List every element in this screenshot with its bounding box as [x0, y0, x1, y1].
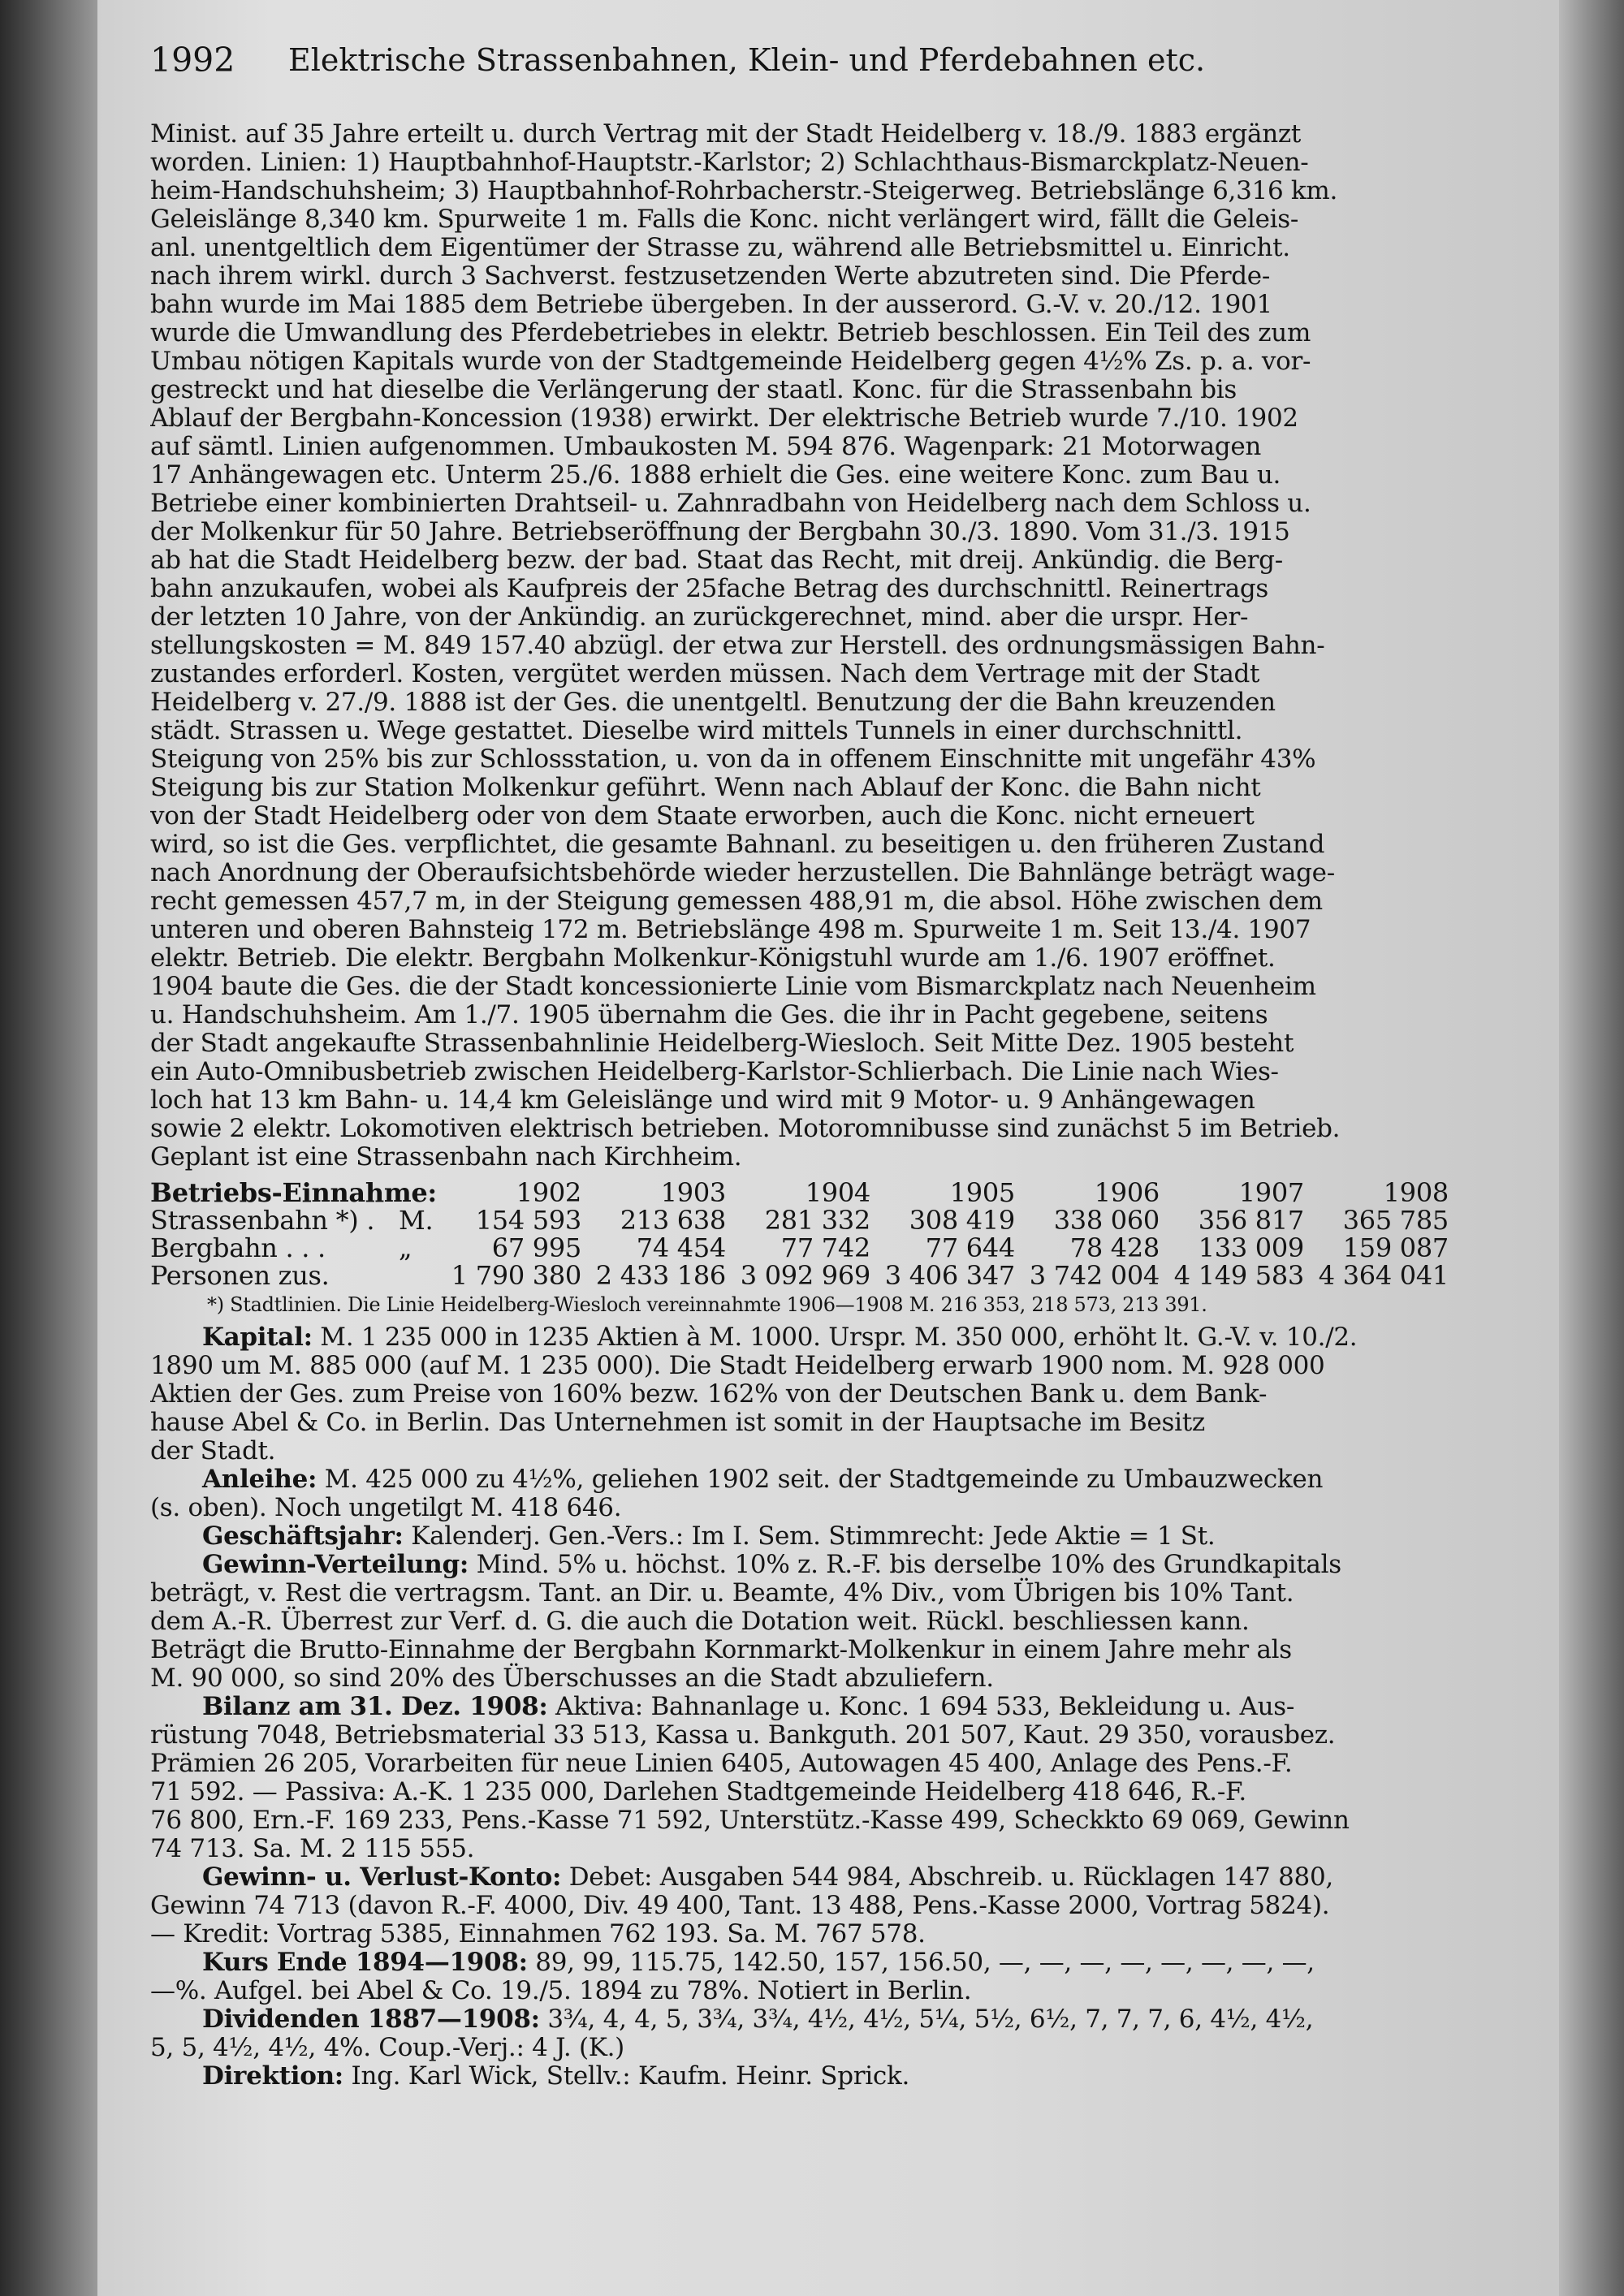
- table-row: [150, 1234, 1449, 1262]
- text-line: —%. Aufgel. bei Abel & Co. 19./5. 1894 zu 78%. Notiert in Berlin.: [150, 1976, 972, 2005]
- section-bilanz: [150, 1693, 1543, 1863]
- text-line: recht gemessen 457,7 m, in der Steigung gemessen 488,91 m, die absol. Höhe zwischen dem: [150, 887, 1323, 916]
- text-line: Geleislänge 8,340 km. Spurweite 1 m. Falls die Konc. nicht verlängert wird, fällt die Geleis-: [150, 205, 1299, 234]
- text-line: Beträgt die Brutto-Einnahme der Bergbahn Kornmarkt-Molkenkur in einem Jahre mehr als: [150, 1635, 1292, 1664]
- year-cell: 1905: [949, 1177, 1015, 1208]
- text-line: [150, 1693, 1543, 1721]
- year-cell: 1907: [1238, 1177, 1304, 1208]
- value-cell: 365 785: [1342, 1205, 1449, 1236]
- book-spine-shadow: [0, 0, 97, 2296]
- value-cell: 1 790 380: [451, 1260, 581, 1291]
- text-line: 1904 baute die Ges. die der Stadt koncessionierte Linie vom Bismarckplatz nach Neuenheim: [150, 972, 1316, 1001]
- section-text: M. 425 000 zu 4½%, geliehen 1902 seit. der Stadtgemeinde zu Umbauzwecken: [317, 1465, 1324, 1494]
- text-line: Ablauf der Bergbahn-Koncession (1938) erwirkt. Der elektrische Betrieb wurde 7./10. 1902: [150, 404, 1298, 433]
- text-line: (s. oben). Noch ungetilgt M. 418 646.: [150, 1493, 622, 1522]
- text-line: Steigung von 25% bis zur Schlossstation, u. von da in offenem Einschnitte mit ungefähr 43%: [150, 744, 1316, 774]
- table-row: [150, 1206, 1449, 1234]
- text-line: bahn anzukaufen, wobei als Kaufpreis der 25fache Betrag des durchschnittl. Reinertrags: [150, 574, 1269, 603]
- text-line: Umbau nötigen Kapitals wurde von der Stadtgemeinde Heidelberg gegen 4½% Zs. p. a. vor-: [150, 347, 1311, 376]
- section-text: Kalenderj. Gen.-Vers.: Im I. Sem. Stimmrecht: Jede Aktie = 1 St.: [403, 1521, 1216, 1551]
- text-line: wird, so ist die Ges. verpflichtet, die gesamte Bahnanl. zu beseitigen u. den früheren Zustand: [150, 830, 1325, 859]
- year-cell: 1906: [1094, 1177, 1160, 1208]
- value-cell: 356 817: [1198, 1205, 1304, 1236]
- section-text: Debet: Ausgaben 544 984, Abschreib. u. Rücklagen 147 880,: [561, 1862, 1333, 1892]
- section-text: 3¾, 4, 4, 5, 3¾, 3¾, 4½, 4½, 5¼, 5½, 6½, 7, 7, 7, 6, 4½, 4½,: [539, 2005, 1314, 2034]
- year-cell: 1903: [660, 1177, 726, 1208]
- value-cell: 281 332: [764, 1205, 870, 1236]
- revenue-header-row: [150, 1179, 1449, 1206]
- text-line: Minist. auf 35 Jahre erteilt u. durch Vertrag mit der Stadt Heidelberg v. 18./9. 1883 ergänzt: [150, 119, 1302, 149]
- text-line: ein Auto-Omnibusbetrieb zwischen Heidelberg-Karlstor-Schlierbach. Die Linie nach Wies-: [150, 1057, 1279, 1086]
- section-heading: Gewinn-Verteilung:: [202, 1550, 469, 1579]
- company-sections: [150, 1323, 1543, 2091]
- value-cell: 74 454: [636, 1232, 726, 1263]
- row-label: Bergbahn . . .: [150, 1232, 326, 1263]
- text-line: nach ihrem wirkl. durch 3 Sachverst. festzusetzenden Werte abzutreten sind. Die Pferde-: [150, 261, 1271, 291]
- table-row: [150, 1262, 1449, 1289]
- text-line: 5, 5, 4½, 4½, 4%. Coup.-Verj.: 4 J. (K.): [150, 2033, 624, 2062]
- value-cell: 154 593: [475, 1205, 581, 1236]
- text-line: hause Abel & Co. in Berlin. Das Unternehmen ist somit in der Hauptsache im Besitz: [150, 1408, 1205, 1437]
- text-line: der Stadt angekaufte Strassenbahnlinie Heidelberg-Wiesloch. Seit Mitte Dez. 1905 besteht: [150, 1029, 1294, 1058]
- text-line: [150, 1863, 1543, 1892]
- text-line: 71 592. — Passiva: A.-K. 1 235 000, Darlehen Stadtgemeinde Heidelberg 418 646, R.-F.: [150, 1777, 1246, 1806]
- running-title: Elektrische Strassenbahnen, Klein- und Pferdebahnen etc.: [288, 42, 1206, 78]
- row-unit: M.: [399, 1205, 434, 1236]
- value-cell: 4 364 041: [1318, 1260, 1449, 1291]
- text-line: Aktien der Ges. zum Preise von 160% bezw. 162% von der Deutschen Bank u. dem Bank-: [150, 1379, 1268, 1409]
- value-cell: 78 428: [1069, 1232, 1160, 1263]
- text-line: wurde die Umwandlung des Pferdebetriebes in elektr. Betrieb beschlossen. Ein Teil des zum: [150, 318, 1311, 347]
- section-text: Mind. 5% u. höchst. 10% z. R.-F. bis derselbe 10% des Grundkapitals: [469, 1550, 1341, 1579]
- value-cell: 2 433 186: [595, 1260, 726, 1291]
- text-line: zustandes erforderl. Kosten, vergütet werden müssen. Nach dem Vertrage mit der Stadt: [150, 659, 1260, 688]
- page-number: 1992: [150, 41, 235, 80]
- body-paragraph: [150, 120, 1543, 1172]
- value-cell: 213 638: [620, 1205, 726, 1236]
- text-line: bahn wurde im Mai 1885 dem Betriebe übergeben. In der ausserord. G.-V. v. 20./12. 1901: [150, 290, 1272, 319]
- text-line: Geplant ist eine Strassenbahn nach Kirchheim.: [150, 1142, 742, 1172]
- text-line: [150, 1949, 1543, 1977]
- text-line: auf sämtl. Linien aufgenommen. Umbaukosten M. 594 876. Wagenpark: 21 Motorwagen: [150, 432, 1262, 461]
- text-line: rüstung 7048, Betriebsmaterial 33 513, Kassa u. Bankguth. 201 507, Kaut. 29 350, vorausbez.: [150, 1720, 1336, 1750]
- text-line: der letzten 10 Jahre, von der Ankündig. an zurückgerechnet, mind. aber die urspr. Her-: [150, 602, 1249, 632]
- text-line: worden. Linien: 1) Hauptbahnhof-Hauptstr.-Karlstor; 2) Schlachthaus-Bismarckplatz-Neuen-: [150, 148, 1309, 177]
- section-heading: Geschäftsjahr:: [202, 1521, 404, 1551]
- value-cell: 3 092 969: [740, 1260, 870, 1291]
- text-line: städt. Strassen u. Wege gestattet. Dieselbe wird mittels Tunnels in einer durchschnittl.: [150, 716, 1243, 745]
- text-line: Betriebe einer kombinierten Drahtseil- u. Zahnradbahn von Heidelberg nach dem Schloss u.: [150, 489, 1311, 518]
- row-unit: [399, 1262, 437, 1289]
- text-line: sowie 2 elektr. Lokomotiven elektrisch betrieben. Motoromnibusse sind zunächst 5 im Betrieb.: [150, 1114, 1341, 1143]
- value-cell: 67 995: [491, 1232, 581, 1263]
- text-line: nach Anordnung der Oberaufsichtsbehörde wieder herzustellen. Die Bahnlänge beträgt wage-: [150, 858, 1335, 887]
- section-text: 89, 99, 115.75, 142.50, 157, 156.50, —, —, —, —, —, —, —, —,: [527, 1948, 1315, 1977]
- text-line: 76 800, Ern.-F. 169 233, Pens.-Kasse 71 592, Unterstütz.-Kasse 499, Scheckkto 69 069, Gewinn: [150, 1806, 1350, 1835]
- text-line: 74 713. Sa. M. 2 115 555.: [150, 1834, 475, 1863]
- text-line: [150, 1551, 1543, 1579]
- table-footnote: *) Stadtlinien. Die Linie Heidelberg-Wiesloch vereinnahmte 1906—1908 M. 216 353, 218 573, 213 391.: [207, 1293, 1207, 1316]
- page-header: [150, 24, 1543, 80]
- text-line: dem A.-R. Überrest zur Verf. d. G. die auch die Dotation weit. Rückl. beschliessen kann.: [150, 1607, 1250, 1636]
- text-line: Steigung bis zur Station Molkenkur geführt. Wenn nach Ablauf der Konc. die Bahn nicht: [150, 773, 1261, 802]
- section-text: M. 1 235 000 in 1235 Aktien à M. 1000. Urspr. M. 350 000, erhöht lt. G.-V. v. 10./2.: [312, 1323, 1358, 1352]
- section-gewinn: [150, 1551, 1543, 1693]
- text-line: beträgt, v. Rest die vertragsm. Tant. an Dir. u. Beamte, 4% Div., vom Übrigen bis 10% Tant.: [150, 1578, 1294, 1608]
- value-cell: 308 419: [909, 1205, 1015, 1236]
- text-line: heim-Handschuhsheim; 3) Hauptbahnhof-Rohrbacherstr.-Steigerweg. Betriebslänge 6,316 km.: [150, 176, 1338, 205]
- page-text: [150, 24, 1543, 2091]
- text-line: gestreckt und hat dieselbe die Verlängerung der staatl. Konc. für die Strassenbahn bis: [150, 375, 1237, 404]
- page-edge-shadow: [1559, 0, 1624, 2296]
- text-line: anl. unentgeltlich dem Eigentümer der Strasse zu, während alle Betriebsmittel u. Einricht.: [150, 233, 1290, 262]
- revenue-table: [150, 1179, 1449, 1289]
- value-cell: 3 406 347: [884, 1260, 1015, 1291]
- section-dividenden: [150, 2005, 1543, 2062]
- text-line: Prämien 26 205, Vorarbeiten für neue Linien 6405, Autowagen 45 400, Anlage des Pens.-F.: [150, 1749, 1293, 1778]
- text-line: von der Stadt Heidelberg oder von dem Staate erworben, auch die Konc. nicht erneuert: [150, 801, 1255, 831]
- value-cell: 77 742: [780, 1232, 870, 1263]
- text-line: der Stadt.: [150, 1436, 276, 1465]
- section-heading: Kapital:: [202, 1323, 313, 1352]
- text-line: unteren und oberen Bahnsteig 172 m. Betriebslänge 498 m. Spurweite 1 m. Seit 13./4. 1907: [150, 915, 1311, 944]
- value-cell: 3 742 004: [1029, 1260, 1160, 1291]
- value-cell: 4 149 583: [1173, 1260, 1304, 1291]
- year-cell: 1904: [805, 1177, 870, 1208]
- row-label: Strassenbahn *) .: [150, 1205, 375, 1236]
- text-line: [150, 2062, 1543, 2091]
- text-line: [150, 1522, 1543, 1551]
- text-line: 17 Anhängewagen etc. Unterm 25./6. 1888 erhielt die Ges. eine weitere Konc. zum Bau u.: [150, 460, 1281, 490]
- text-line: M. 90 000, so sind 20% des Überschusses an die Stadt abzuliefern.: [150, 1664, 994, 1693]
- text-line: der Molkenkur für 50 Jahre. Betriebseröffnung der Bergbahn 30./3. 1890. Vom 31./3. 1915: [150, 517, 1290, 546]
- text-line: [150, 2005, 1543, 2034]
- text-line: 1890 um M. 885 000 (auf M. 1 235 000). Die Stadt Heidelberg erwarb 1900 nom. M. 928 000: [150, 1351, 1325, 1380]
- section-heading: Kurs Ende 1894—1908:: [202, 1948, 528, 1977]
- text-line: elektr. Betrieb. Die elektr. Bergbahn Molkenkur-Königstuhl wurde am 1./6. 1907 eröffnet.: [150, 943, 1276, 973]
- section-heading: Dividenden 1887—1908:: [202, 2005, 540, 2034]
- row-unit: „: [399, 1232, 412, 1263]
- text-line: [150, 1465, 1543, 1494]
- section-text: Aktiva: Bahnanlage u. Konc. 1 694 533, Bekleidung u. Aus-: [547, 1692, 1295, 1721]
- section-heading: Direktion:: [202, 2061, 343, 2091]
- section-guv: [150, 1863, 1543, 1949]
- section-heading: Anleihe:: [202, 1465, 317, 1494]
- value-cell: 338 060: [1053, 1205, 1160, 1236]
- section-heading: Bilanz am 31. Dez. 1908:: [202, 1692, 548, 1721]
- value-cell: 133 009: [1198, 1232, 1304, 1263]
- section-geschaeftsjahr: [150, 1522, 1543, 1551]
- text-line: [150, 1323, 1543, 1352]
- value-cell: 77 644: [925, 1232, 1015, 1263]
- row-label: Personen zus.: [150, 1260, 330, 1291]
- value-cell: 159 087: [1342, 1232, 1449, 1263]
- section-direktion: [150, 2062, 1543, 2091]
- text-line: Heidelberg v. 27./9. 1888 ist der Ges. die unentgeltl. Benutzung der die Bahn kreuzenden: [150, 688, 1276, 717]
- year-cell: 1902: [516, 1177, 581, 1208]
- year-cell: 1908: [1383, 1177, 1449, 1208]
- section-anleihe: [150, 1465, 1543, 1522]
- section-kapital: [150, 1323, 1543, 1465]
- text-line: — Kredit: Vortrag 5385, Einnahmen 762 193. Sa. M. 767 578.: [150, 1919, 926, 1949]
- text-line: Gewinn 74 713 (davon R.-F. 4000, Div. 49 400, Tant. 13 488, Pens.-Kasse 2000, Vortrag 5824).: [150, 1891, 1330, 1920]
- text-line: u. Handschuhsheim. Am 1./7. 1905 übernahm die Ges. die ihr in Pacht gegebene, seitens: [150, 1000, 1268, 1029]
- revenue-heading: Betriebs-Einnahme:: [150, 1177, 437, 1208]
- section-text: Ing. Karl Wick, Stellv.: Kaufm. Heinr. Sprick.: [343, 2061, 910, 2091]
- text-line: ab hat die Stadt Heidelberg bezw. der bad. Staat das Recht, mit dreij. Ankündig. die Berg-: [150, 546, 1283, 575]
- section-heading: Gewinn- u. Verlust-Konto:: [202, 1862, 562, 1892]
- section-kurs: [150, 1949, 1543, 2005]
- text-line: stellungskosten = M. 849 157.40 abzügl. der etwa zur Herstell. des ordnungsmässigen Bahn-: [150, 631, 1325, 660]
- text-line: loch hat 13 km Bahn- u. 14,4 km Geleislänge und wird mit 9 Motor- u. 9 Anhängewagen: [150, 1085, 1255, 1115]
